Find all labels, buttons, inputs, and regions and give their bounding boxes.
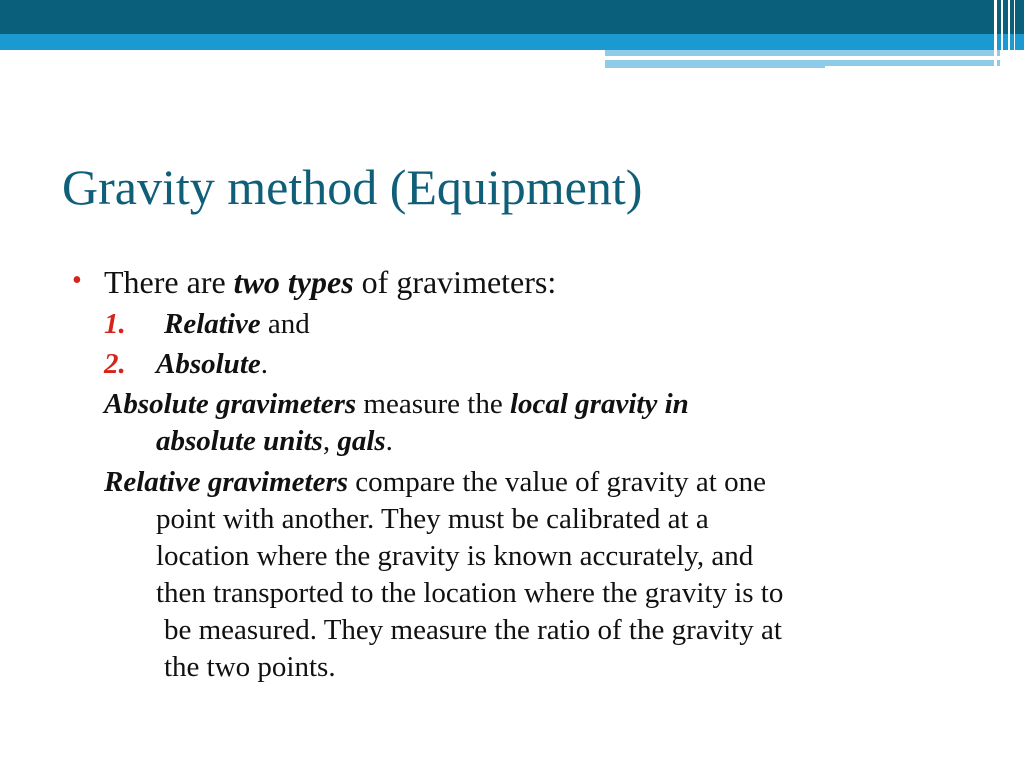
paragraph-line <box>104 423 902 460</box>
paragraph-line: point with another. They must be calibrated at a <box>156 503 709 535</box>
paragraph-line: be measured. They measure the ratio of the gravity at <box>164 614 782 646</box>
relative-paragraph <box>72 464 902 686</box>
bullet-dot-icon: • <box>72 265 82 296</box>
header-band-dark <box>0 0 1024 34</box>
header-stripe <box>605 56 950 59</box>
list-term: Absolute <box>156 348 261 380</box>
absolute-term: Absolute gravimeters <box>104 388 357 420</box>
absolute-end: . <box>385 425 393 457</box>
paragraph-line <box>104 386 902 423</box>
list-number: 2. <box>104 348 126 380</box>
paragraph-line <box>104 464 902 501</box>
absolute-emphasis: gals <box>337 425 386 457</box>
bullet-item <box>72 262 902 302</box>
absolute-text: measure the <box>356 388 510 420</box>
bullet-emphasis: two types <box>233 264 354 300</box>
bullet-suffix: of gravimeters: <box>353 264 557 300</box>
list-number: 1. <box>104 308 126 340</box>
absolute-emphasis: local gravity in <box>509 388 689 420</box>
header-vertical-line <box>1001 0 1003 68</box>
slide-title: Gravity method (Equipment) <box>62 159 643 215</box>
header-band-mid <box>0 34 1024 50</box>
header-vertical-line <box>994 0 997 68</box>
header-stripe <box>825 66 1000 69</box>
numbered-item <box>72 304 902 344</box>
header-vertical-line <box>1008 0 1010 68</box>
slide-body <box>72 262 902 686</box>
paragraph-line: then transported to the location where the gravity is to <box>156 577 784 609</box>
absolute-emphasis: absolute units <box>156 425 323 457</box>
numbered-item <box>72 344 902 384</box>
bullet-prefix: There are <box>104 264 234 300</box>
list-rest: . <box>260 348 268 380</box>
paragraph-line: the two points. <box>164 651 336 683</box>
relative-term: Relative gravimeters <box>104 466 349 498</box>
absolute-paragraph <box>72 386 902 460</box>
paragraph-line: location where the gravity is known accurately, and <box>156 540 754 572</box>
list-term: Relative <box>164 308 261 340</box>
absolute-separator: , <box>322 425 338 457</box>
list-rest: and <box>260 308 310 340</box>
relative-text: compare the value of gravity at one <box>348 466 766 498</box>
header-vertical-line <box>1014 0 1015 68</box>
